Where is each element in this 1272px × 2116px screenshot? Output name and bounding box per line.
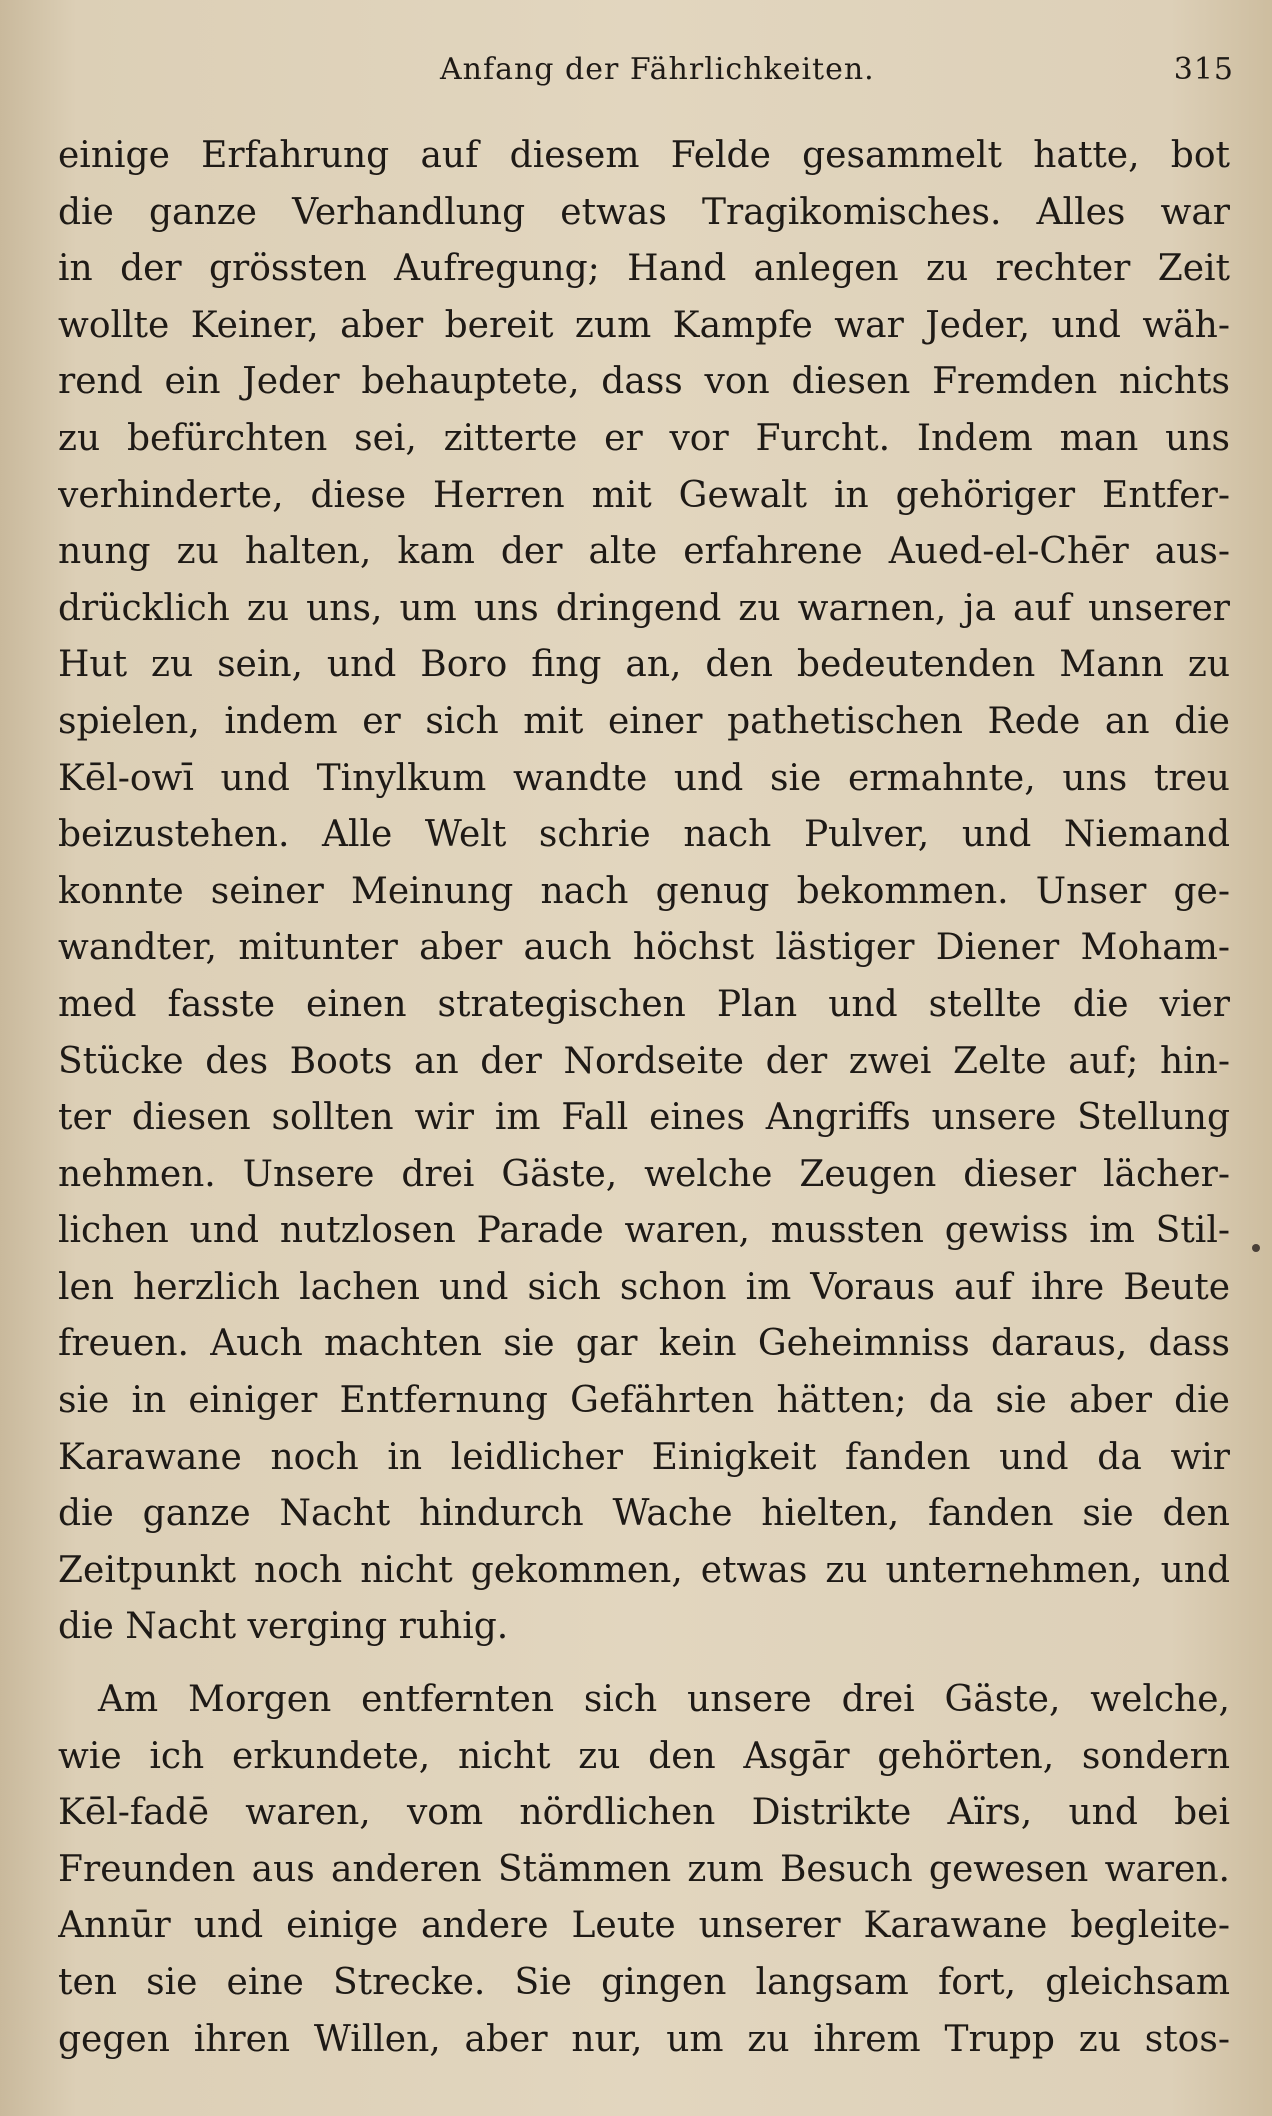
body-text: [58, 128, 1230, 2068]
text-line: die Nacht verging ruhig.: [58, 1606, 509, 1648]
text-line: in der grössten Aufregung; Hand anlegen zu rechter Zeit: [58, 248, 1230, 290]
text-line: Hut zu sein, und Boro fing an, den bedeutenden Mann zu: [58, 644, 1230, 686]
text-line: freuen. Auch machten sie gar kein Geheimniss daraus, dass: [58, 1323, 1230, 1365]
text-line: verhinderte, diese Herren mit Gewalt in gehöriger Entfer-: [58, 474, 1230, 516]
text-line: einige Erfahrung auf diesem Felde gesammelt hatte, bot: [58, 135, 1230, 176]
paragraph-1: [58, 128, 1230, 1656]
text-line: lichen und nutzlosen Parade waren, mussten gewiss im Stil-: [58, 1210, 1230, 1252]
running-head: Anfang der Fährlichkeiten.: [440, 52, 875, 87]
text-line: gegen ihren Willen, aber nur, um zu ihrem Trupp zu stos-: [58, 2018, 1230, 2060]
text-line: Zeitpunkt noch nicht gekommen, etwas zu unternehmen, und: [58, 1549, 1230, 1591]
text-line: Karawane noch in leidlicher Einigkeit fanden und da wir: [58, 1436, 1230, 1478]
text-line: nung zu halten, kam der alte erfahrene Aued-el-Chēr aus-: [58, 531, 1230, 573]
text-line: wandter, mitunter aber auch höchst lästiger Diener Moham-: [58, 927, 1230, 969]
paragraph-gap: [58, 1656, 1230, 1672]
text-line: drücklich zu uns, um uns dringend zu warnen, ja auf unserer: [58, 587, 1230, 629]
text-line: rend ein Jeder behauptete, dass von diesen Fremden nichts: [58, 361, 1230, 403]
text-line: nehmen. Unsere drei Gäste, welche Zeugen dieser lächer-: [58, 1153, 1230, 1195]
text-line: Kēl-owī und Tinylkum wandte und sie ermahnte, uns treu: [58, 757, 1230, 799]
page-header: [60, 52, 1234, 98]
text-line: die ganze Nacht hindurch Wache hielten, fanden sie den: [58, 1493, 1230, 1535]
text-line: konnte seiner Meinung nach genug bekommen. Unser ge-: [58, 870, 1230, 912]
text-line: sie in einiger Entfernung Gefährten hätten; da sie aber die: [58, 1380, 1230, 1422]
text-line: spielen, indem er sich mit einer pathetischen Rede an die: [58, 700, 1230, 742]
page-number: 315: [1173, 52, 1234, 87]
text-line: ten sie eine Strecke. Sie gingen langsam fort, gleichsam: [58, 1962, 1230, 2003]
text-line: Stücke des Boots an der Nordseite der zwei Zelte auf; hin-: [58, 1040, 1230, 1082]
text-line: zu befürchten sei, zitterte er vor Furcht. Indem man uns: [58, 417, 1230, 459]
text-line: Am Morgen entfernten sich unsere drei Gäste, welche,: [98, 1679, 1230, 1721]
text-line: wollte Keiner, aber bereit zum Kampfe war Jeder, und wäh-: [58, 304, 1230, 346]
text-line: wie ich erkundete, nicht zu den Asgār gehörten, sondern: [58, 1735, 1230, 1777]
text-line: Kēl-fadē waren, vom nördlichen Distrikte Aïrs, und bei: [58, 1792, 1230, 1834]
paper-speck: [1252, 1244, 1260, 1252]
text-line: die ganze Verhandlung etwas Tragikomisches. Alles war: [58, 191, 1230, 233]
text-line: Annūr und einige andere Leute unserer Karawane begleite-: [58, 1905, 1230, 1947]
text-line: Freunden aus anderen Stämmen zum Besuch gewesen waren.: [58, 1848, 1230, 1890]
text-line: med fasste einen strategischen Plan und stellte die vier: [58, 983, 1230, 1025]
text-line: beizustehen. Alle Welt schrie nach Pulver, und Niemand: [58, 814, 1230, 856]
text-line: ter diesen sollten wir im Fall eines Angriffs unsere Stellung: [58, 1097, 1230, 1139]
text-line: len herzlich lachen und sich schon im Voraus auf ihre Beute: [58, 1266, 1230, 1308]
paragraph-2: [58, 1672, 1230, 2068]
